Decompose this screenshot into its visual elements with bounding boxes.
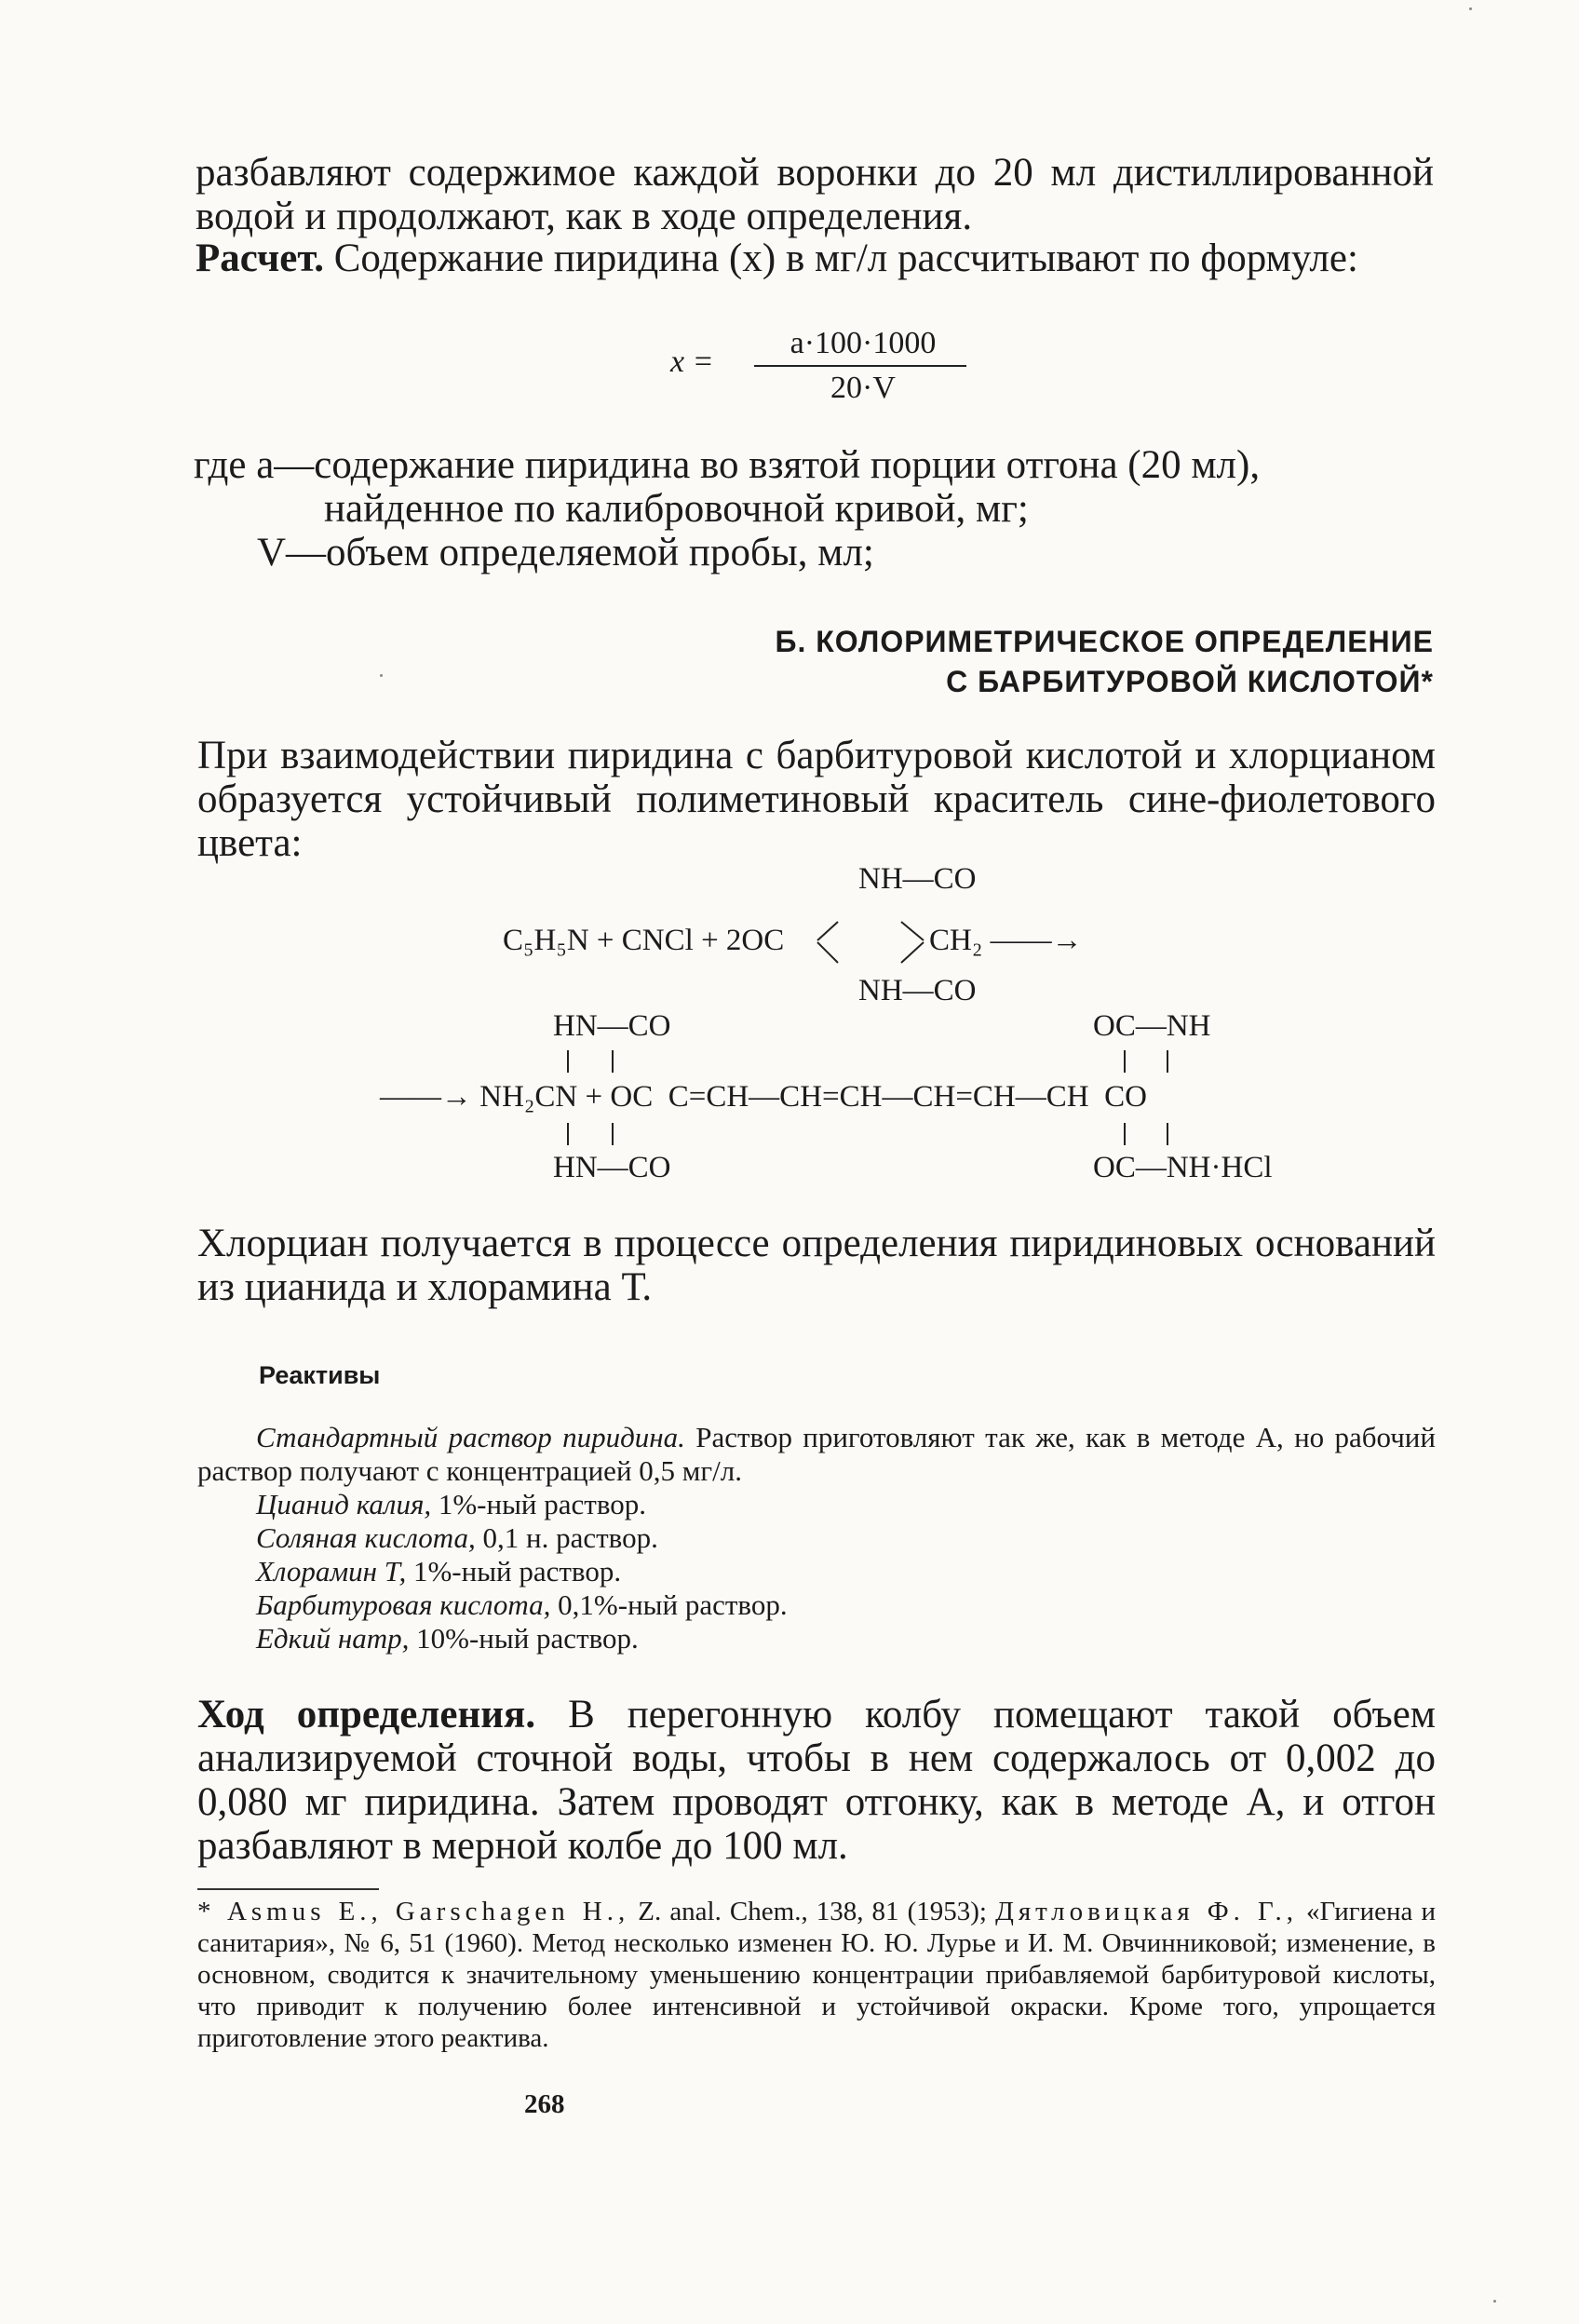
reaction-1-left: C₅H₅N + CNCl + 2OC bbox=[503, 924, 785, 957]
reagent-item bbox=[197, 1488, 1436, 1521]
formula-numerator: a·100·1000 bbox=[790, 326, 937, 360]
section-title bbox=[596, 622, 1434, 702]
footnote-divider bbox=[197, 1888, 379, 1890]
reagents-heading: Реактивы bbox=[259, 1361, 381, 1389]
reagent-text: 1%-ный раствор. bbox=[406, 1555, 622, 1588]
formula-denominator: 20·V bbox=[830, 371, 896, 405]
reagent-name: Соляная кислота, bbox=[256, 1521, 476, 1554]
footnote-ref-1: Z. anal. Chem., 138, 81 (1953); bbox=[629, 1897, 987, 1926]
pyridine-formula bbox=[663, 326, 970, 410]
reaction-2-main: ——→ NH₂CN + OC C=CH—CH=CH—CH=CH—CH CO bbox=[380, 1080, 1147, 1114]
fraction-bar bbox=[754, 365, 966, 367]
section-title-line-1: Б. КОЛОРИМЕТРИЧЕСКОЕ ОПРЕДЕЛЕНИЕ bbox=[775, 625, 1434, 658]
scan-speck bbox=[1469, 7, 1472, 10]
footnote bbox=[197, 1896, 1436, 2054]
reagent-standard bbox=[197, 1421, 1436, 1488]
paragraph-chlorocyanide: Хлорциан получается в процессе определения пиридиновых оснований из цианида и хлорамина Т. bbox=[197, 1222, 1436, 1309]
reaction-2-bottom-right: OC—NH·HCl bbox=[1093, 1151, 1273, 1184]
footnote-author-2: Дятловицкая Ф. Г., bbox=[995, 1897, 1298, 1926]
paragraph-calculation bbox=[196, 236, 1434, 280]
reagent-text: 0,1%-ный раствор. bbox=[550, 1588, 788, 1621]
reagent-standard-text: Раствор приготовляют так же, как в методе А, но рабочий раствор получают с концентрацией 0,5 мг/л. bbox=[197, 1421, 1436, 1487]
formula-lhs: x = bbox=[670, 345, 714, 379]
reagent-text: 10%-ный раствор. bbox=[409, 1622, 639, 1655]
legend-a: где a—содержание пиридина во взятой порции отгона (20 мл), bbox=[194, 443, 1261, 487]
reaction-2-top-right: OC—NH bbox=[1093, 1009, 1211, 1043]
paragraph-intro: При взаимодействии пиридина с барбитуровой кислотой и хлорцианом образуется устойчивый полиметиновый краситель сине-фиолетового цвета: bbox=[197, 734, 1436, 865]
reaction-1-right: CH₂ ——→ bbox=[929, 924, 1083, 957]
footnote-author-1: * Asmus E., Garschagen H., bbox=[197, 1897, 630, 1926]
section-title-line-2: С БАРБИТУРОВОЙ КИСЛОТОЙ* bbox=[946, 665, 1434, 698]
reagent-name: Цианид калия, bbox=[256, 1488, 432, 1520]
reagent-text: 0,1 н. раствор. bbox=[475, 1521, 658, 1554]
reagent-item bbox=[197, 1521, 1436, 1555]
procedure-heading: Ход определения. bbox=[197, 1693, 536, 1736]
legend-v: V—объем определяемой пробы, мл; bbox=[257, 531, 874, 574]
reagent-standard-name: Стандартный раствор пиридина. bbox=[256, 1421, 685, 1453]
reaction-1-top: NH—CO bbox=[858, 862, 977, 896]
reagent-item bbox=[197, 1555, 1436, 1588]
reagent-name: Хлорамин Т, bbox=[256, 1555, 407, 1588]
formula-legend bbox=[194, 443, 1441, 574]
reagent-name: Едкий натр, bbox=[256, 1622, 410, 1655]
reaction-2-top-left: HN—CO bbox=[553, 1009, 671, 1043]
reagents-list bbox=[197, 1421, 1436, 1655]
reaction-1-bottom: NH—CO bbox=[858, 974, 977, 1007]
page-number: 268 bbox=[524, 2089, 565, 2119]
calculation-heading: Расчет. bbox=[196, 236, 324, 280]
calculation-text: Содержание пиридина (x) в мг/л рассчитывают по формуле: bbox=[323, 236, 1358, 280]
legend-a-cont: найденное по калибровочной кривой, мг; bbox=[324, 487, 1029, 531]
reagent-name: Барбитуровая кислота, bbox=[256, 1588, 551, 1621]
paragraph-procedure bbox=[197, 1693, 1436, 1868]
footnote-ref-2: «Гигиена и санитария», № 6, 51 (1960). Метод несколько изменен Ю. Ю. Лурье и И. М. Овчинниковой; изменение, в основном, сводится к значительному уменьшению концентрации прибавляемой барбитуровой кислоты, что приводит к получению более интенсивной и устойчивой окраски. Кроме того, упрощается приготовление этого реактива. bbox=[197, 1897, 1436, 2053]
scan-speck bbox=[380, 674, 383, 677]
reaction-equation-1 bbox=[503, 862, 1210, 1020]
paragraph-dilution: разбавляют содержимое каждой воронки до 20 мл дистиллированной водой и продолжают, как в ходе определения. bbox=[196, 151, 1434, 238]
procedure-text: В перегонную колбу помещают такой объем анализируемой сточной воды, чтобы в нем содержалось от 0,002 до 0,080 мг пиридина. Затем проводят отгонку, как в методе А, и отгон разбавляют в мерной колбе до 100 мл. bbox=[197, 1693, 1436, 1868]
reagent-item bbox=[197, 1588, 1436, 1622]
reagent-text: 1%-ный раствор. bbox=[431, 1488, 647, 1520]
reaction-equation-2 bbox=[380, 1009, 1311, 1186]
scan-speck bbox=[1493, 2300, 1496, 2303]
reaction-2-bottom-left: HN—CO bbox=[553, 1151, 671, 1184]
reagent-item bbox=[197, 1622, 1436, 1655]
